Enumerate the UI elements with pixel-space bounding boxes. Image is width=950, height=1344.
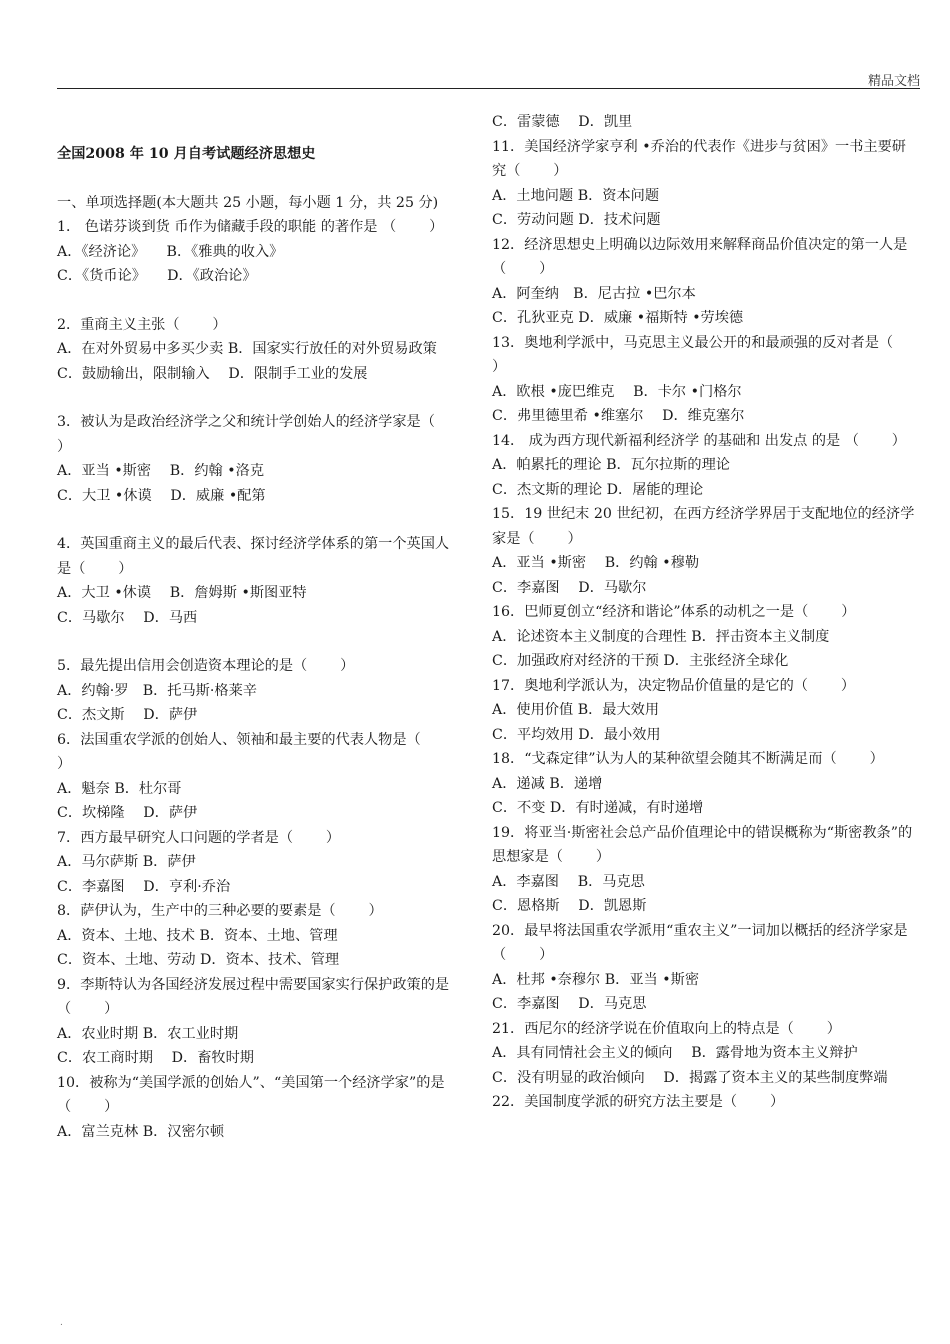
question-line: A．约翰·罗 B．托马斯·格莱辛: [57, 682, 257, 699]
question-line: C．加强政府对经济的干预 D．主张经济全球化: [492, 653, 789, 669]
question-line: A．阿奎纳 B．尼古拉 •巴尔本: [492, 285, 696, 302]
question-line: A．农业时期 B．农工业时期: [57, 1025, 239, 1042]
spacer: [57, 386, 457, 410]
question-line: C．杰文斯的理论 D．屠能的理论: [492, 481, 704, 498]
question-line: 10．被称为“美国学派的创始人”、“美国第一个经济学家”的是（ ）: [57, 1074, 445, 1115]
question-line: C．平均效用 D．最小效用: [492, 726, 661, 743]
question-line: C．恩格斯 D．凯恩斯: [492, 898, 647, 914]
question-line: 3．被认为是政治经济学之父和统计学创始人的经济学家是（ ）: [57, 414, 468, 455]
question-line: C．李嘉图 D．马克思: [492, 996, 647, 1012]
question-line: C．雷蒙德 D．凯里: [492, 114, 633, 130]
question-line: 8．萨伊认为，生产中的三种必要的要素是（ ）: [57, 903, 383, 919]
question-line: A．亚当 •斯密 B．约翰 •洛克: [57, 463, 265, 479]
question-line: A．递减 B．递增: [492, 775, 603, 792]
question-line: A．论述资本主义制度的合理性 B．抨击资本主义制度: [492, 628, 830, 645]
question-line: 11．美国经济学家亨利 •乔治的代表作《进步与贫困》一书主要研究（ ）: [492, 138, 906, 179]
left-question-list: [57, 215, 468, 1144]
question-line: 15．19 世纪末 20 世纪初，在西方经济学界居于支配地位的经济学家是（ ）: [492, 506, 915, 547]
question-line: 14． 成为西方现代新福利经济学 的基础和 出发点 的是 （ ）: [492, 432, 906, 449]
spacer: [57, 630, 457, 654]
question-line: 20．最早将法国重农学派用“重农主义”一词加以概括的经济学家是（ ）: [492, 922, 908, 963]
question-line: 21．西尼尔的经济学说在价值取向上的特点是（ ）: [492, 1020, 841, 1037]
spacer: [57, 167, 457, 191]
header-rule: [57, 88, 920, 89]
question-line: A．富兰克林 B．汉密尔顿: [57, 1123, 225, 1140]
question-line: 19．将亚当·斯密社会总产品价值理论中的错误概称为“斯密教条”的思想家是（ ）: [492, 824, 913, 865]
question-line: 18．“戈森定律”认为人的某种欲望会随其不断满足而（ ）: [492, 751, 884, 767]
question-line: A．在对外贸易中多买少卖 B．国家实行放任的对外贸易政策: [57, 341, 437, 357]
right-column: [492, 110, 927, 1115]
question-line: A．马尔萨斯 B．萨伊: [57, 854, 196, 870]
question-line: 16．巴师夏创立“经济和谐论”体系的动机之一是（ ）: [492, 604, 856, 620]
question-line: A．欧根 •庞巴维克 B．卡尔 •门格尔: [492, 383, 742, 400]
question-line: 9．李斯特认为各国经济发展过程中需要国家实行保护政策的是（ ）: [57, 976, 450, 1017]
page-header-label: 精品文档: [867, 74, 920, 89]
question-line: C．杰文斯 D．萨伊: [57, 707, 198, 723]
question-line: A．亚当 •斯密 B．约翰 •穆勒: [492, 555, 700, 571]
question-line: C．农工商时期 D．畜牧时期: [57, 1050, 254, 1066]
question-line: A．资本、土地、技术 B．资本、土地、管理: [57, 927, 338, 944]
question-line: 6．法国重农学派的创始人、领袖和最主要的代表人物是（ ）: [57, 731, 454, 772]
right-question-list: [492, 110, 927, 1115]
question-line: C．李嘉图 D．马歇尔: [492, 579, 647, 596]
question-line: 4．英国重商主义的最后代表、探讨经济学体系的第一个英国人是（ ）: [57, 536, 450, 577]
question-line: C．没有明显的政治倾向 D．揭露了资本主义的某些制度弊端: [492, 1069, 888, 1086]
exam-title: 全国2008 年 10 月自考试题经济思想史: [57, 146, 316, 162]
question-line: C．鼓励输出，限制输入 D．限制手工业的发展: [57, 365, 368, 382]
section-heading: 一、单项选择题(本大题共 25 小题，每小题 1 分，共 25 分): [57, 194, 439, 211]
question-line: C．孔狄亚克 D．威廉 •福斯特 •劳埃德: [492, 310, 744, 326]
left-column: [57, 110, 468, 1144]
question-line: 1． 色诺芬谈到货 币作为储藏手段的职能 的著作是 （ ）: [57, 219, 444, 235]
question-line: C．马歇尔 D．马西: [57, 609, 198, 626]
question-line: A．《经济论》 B．《雅典的收入》: [57, 243, 284, 260]
footer-mark: .: [60, 1318, 63, 1328]
question-line: A．杜邦 •奈穆尔 B．亚当 •斯密: [492, 971, 700, 988]
question-line: A．帕累托的理论 B．瓦尔拉斯的理论: [492, 457, 730, 473]
question-line: C．不变 D．有时递减，有时递增: [492, 800, 704, 816]
question-line: C．大卫 •休谟 D．威廉 •配第: [57, 487, 266, 504]
question-line: A．使用价值 B．最大效用: [492, 702, 660, 718]
question-line: C．《货币论》 D．《政治论》: [57, 268, 257, 284]
question-line: 17．奥地利学派认为，决定物品价值量的是它的（ ）: [492, 677, 856, 694]
question-line: A．具有同情社会主义的倾向 B．露骨地为资本主义辩护: [492, 1045, 858, 1061]
question-line: A．大卫 •休谟 B．詹姆斯 •斯图亚特: [57, 585, 307, 601]
spacer: [57, 508, 457, 532]
question-line: 12．经济思想史上明确以边际效用来解释商品价值决定的第一人是（ ）: [492, 236, 908, 277]
question-line: A．魁奈 B．杜尔哥: [57, 780, 182, 797]
question-line: C．劳动问题 D．技术问题: [492, 212, 661, 228]
spacer: [57, 289, 457, 313]
question-line: 7．西方最早研究人口问题的学者是（ ）: [57, 829, 341, 846]
question-line: 5．最先提出信用会创造资本理论的是（ ）: [57, 658, 355, 674]
question-line: A．土地问题 B．资本问题: [492, 187, 660, 204]
question-line: A．李嘉图 B．马克思: [492, 873, 645, 890]
question-line: C．弗里德里希 •维塞尔 D．维克塞尔: [492, 408, 745, 424]
question-line: 2．重商主义主张（ ）: [57, 316, 227, 333]
question-line: C．李嘉图 D．亨利·乔治: [57, 878, 231, 895]
question-line: C．坎梯隆 D．萨伊: [57, 805, 198, 821]
question-line: 13．奥地利学派中，马克思主义最公开的和最顽强的反对者是（ ）: [492, 334, 927, 375]
question-line: C．资本、土地、劳动 D．资本、技术、管理: [57, 952, 340, 968]
question-line: 22．美国制度学派的研究方法主要是（ ）: [492, 1094, 785, 1110]
